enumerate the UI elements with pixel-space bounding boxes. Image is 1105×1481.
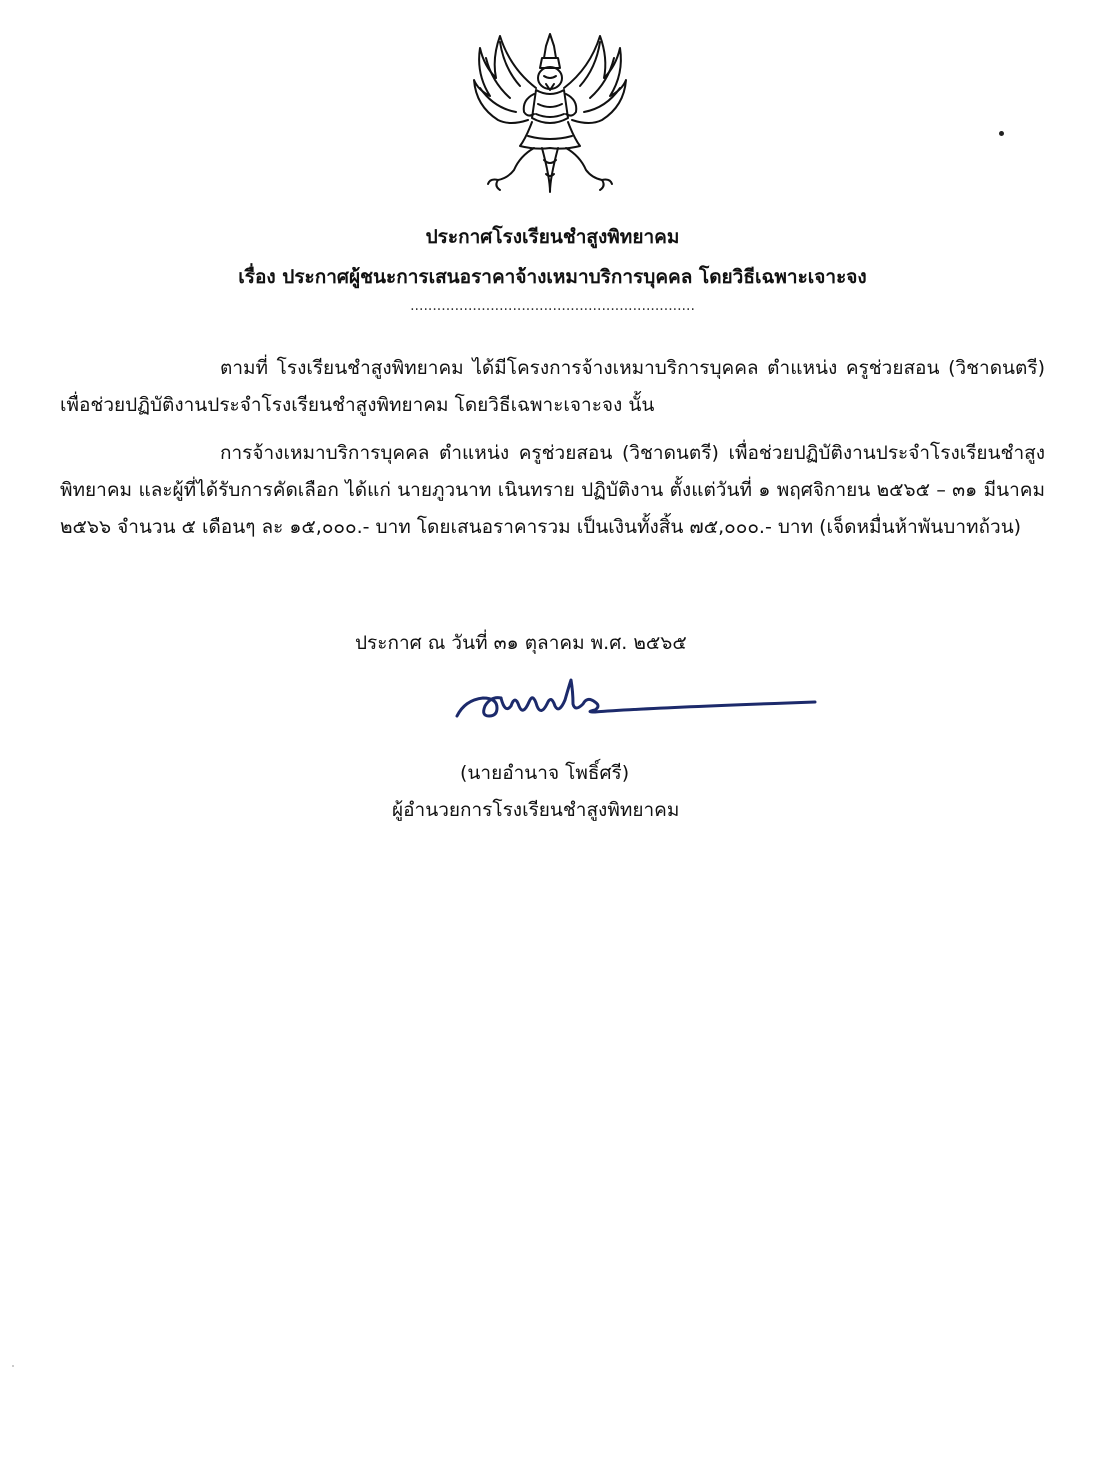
scan-speck bbox=[999, 131, 1004, 136]
body-paragraph-2: การจ้างเหมาบริการบุคคล ตำแหน่ง ครูช่วยสอน (วิชาดนตรี) เพื่อช่วยปฏิบัติงานประจำโรงเรียนชำสูงพิทยาคม และผู้ที่ได้รับการคัดเลือก ได้แก่ นายภูวนาท เนินทราย ปฏิบัติงาน ตั้งแต่วันที่ ๑ พฤศจิกายน ๒๕๖๕ – ๓๑ มีนาคม ๒๕๖๖ จำนวน ๕ เดือนๆ ละ ๑๕,๐๐๐.- บาท โดยเสนอราคารวม เป็นเงินทั้งสิ้น ๗๕,๐๐๐.- บาท (เจ็ดหมื่นห้าพันบาทถ้วน) bbox=[60, 442, 1045, 538]
document-subject: เรื่อง ประกาศผู้ชนะการเสนอราคาจ้างเหมาบริการบุคคล โดยวิธีเฉพาะเจาะจง bbox=[238, 266, 867, 288]
document-title: ประกาศโรงเรียนชำสูงพิทยาคม bbox=[425, 226, 680, 248]
title-separator: ................................................................ bbox=[410, 298, 695, 314]
signer-name: (นายอำนาจ โพธิ์ศรี) bbox=[460, 762, 630, 784]
announcement-date: ประกาศ ณ วันที่ ๓๑ ตุลาคม พ.ศ. ๒๕๖๕ bbox=[355, 632, 687, 654]
signer-title: ผู้อำนวยการโรงเรียนชำสูงพิทยาคม bbox=[392, 799, 680, 821]
body-paragraph-1: ตามที่ โรงเรียนชำสูงพิทยาคม ได้มีโครงการจ้างเหมาบริการบุคคล ตำแหน่ง ครูช่วยสอน (วิชาดนตรี) เพื่อช่วยปฏิบัติงานประจำโรงเรียนชำสูงพิทยาคม โดยวิธีเฉพาะเจาะจง นั้น bbox=[60, 357, 1045, 416]
handwritten-signature bbox=[445, 676, 825, 726]
scan-speck bbox=[12, 1365, 14, 1367]
garuda-emblem-icon bbox=[470, 28, 630, 198]
